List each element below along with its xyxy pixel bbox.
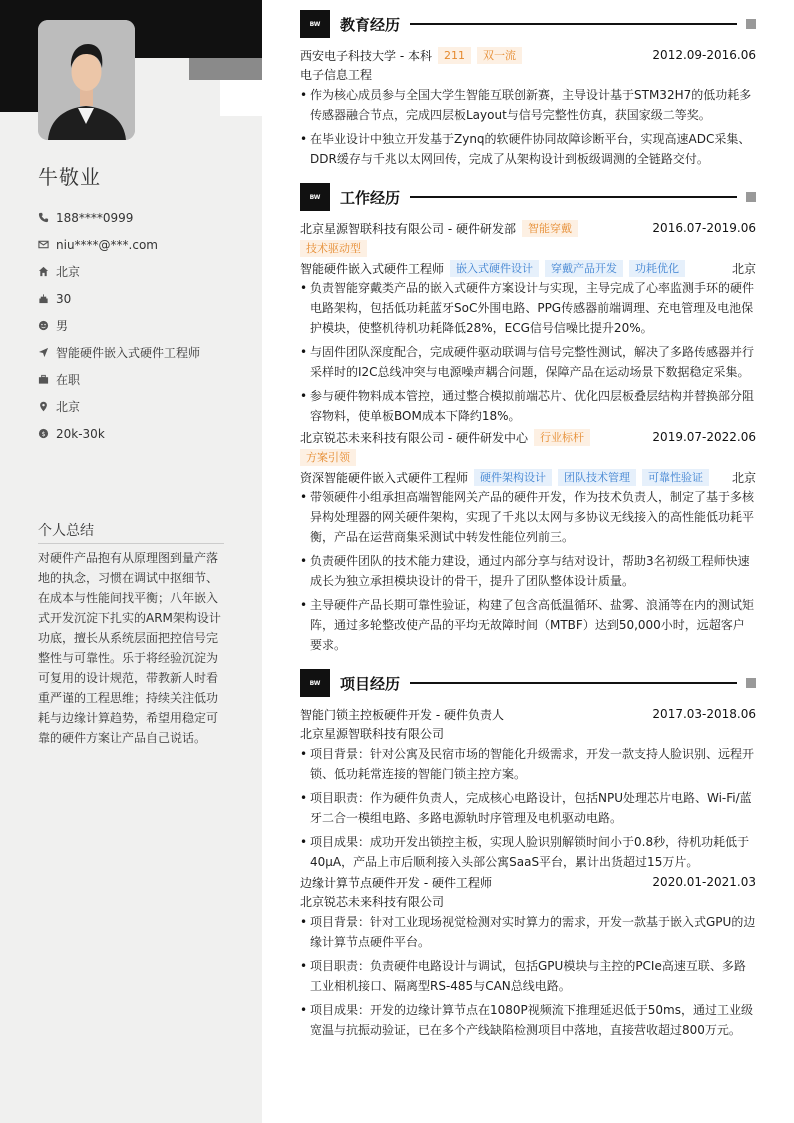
- job-position-row: [300, 467, 756, 487]
- info-age: [38, 285, 248, 312]
- work-job-2: [300, 427, 756, 659]
- phone-icon: [38, 212, 49, 223]
- info-position-text: 智能硬件嵌入式硬件工程师: [56, 346, 201, 360]
- bullet-item: • 主导硬件产品长期可靠性验证，构建了包含高低温循环、盐雾、浪涌等在内的测试矩阵，通过多轮整改使产品的平均无故障时间（MTBF）达到50,000小时，远超客户要求。: [300, 595, 756, 655]
- section-square-icon: [746, 192, 756, 202]
- info-status: [38, 366, 248, 393]
- section-badge: BW: [300, 10, 330, 38]
- bullet-item: • 作为核心成员参与全国大学生智能互联创新赛，主导设计基于STM32H7的低功耗多传感器融合节点，完成四层板Layout与信号完整性仿真，获国家级二等奖。: [300, 85, 756, 125]
- job-city: 北京: [731, 261, 756, 276]
- salary-icon: [38, 428, 49, 439]
- section-header-work: [300, 183, 756, 211]
- education-date: 2012.09-2016.06: [652, 48, 756, 62]
- info-phone: [38, 204, 248, 231]
- job-company: 北京星源智联科技有限公司 - 硬件研发部: [300, 221, 516, 236]
- info-gender: [38, 312, 248, 339]
- job-skill: 团队技术管理: [558, 469, 636, 486]
- section-divider: [410, 23, 737, 25]
- project-bullets: [300, 744, 756, 872]
- info-status-text: 在职: [56, 373, 81, 387]
- job-position: 智能硬件嵌入式硬件工程师: [300, 261, 445, 276]
- bullet-item: • 参与硬件物料成本管控，通过整合模拟前端芯片、优化四层板叠层结构并替换部分阻容物料，使单板BOM成本下降约18%。: [300, 386, 756, 426]
- bullet-item: • 负责智能穿戴类产品的嵌入式硬件方案设计与实现，主导完成了心率监测手环的硬件电路架构，包括低功耗蓝牙SoC外围电路、PPG传感器前端调理、充电管理及电池保护模块，使整机待机功耗降低28%，ECG信号信噪比提升20%。: [300, 278, 756, 338]
- job-tag-row: [300, 238, 756, 258]
- section-square-icon: [746, 19, 756, 29]
- project-header-row: [300, 704, 756, 724]
- sidebar: [0, 0, 262, 1123]
- job-skill: 可靠性验证: [642, 469, 709, 486]
- section-badge: BW: [300, 183, 330, 211]
- info-salary: [38, 420, 248, 447]
- summary-title: 个人总结: [38, 520, 224, 544]
- sidebar-decor-white: [220, 80, 262, 116]
- job-tag: 技术驱动型: [300, 240, 367, 257]
- info-gender-text: 男: [56, 319, 69, 333]
- section-badge: BW: [300, 669, 330, 697]
- bullet-item: • 项目成果：开发的边缘计算节点在1080P视频流下推理延迟低于50ms，通过工业级宽温与抗振动验证，已在多个产线缺陷检测项目中落地，直接营收超过800万元。: [300, 1000, 756, 1040]
- education-school: 西安电子科技大学 - 本科: [300, 48, 432, 63]
- sidebar-decor-gray: [189, 58, 262, 80]
- project-date: 2020.01-2021.03: [652, 875, 756, 889]
- education-header-row: [300, 45, 756, 65]
- info-location-text: 北京: [56, 400, 81, 414]
- summary-text: 对硬件产品抱有从原理图到量产落地的执念，习惯在调试中抠细节、在成本与性能间找平衡；八年嵌入式开发沉淀下扎实的ARM架构设计功底，擅长从系统层面把控信号完整性与可靠性。乐于将经验沉淀为可复用的设计规范，带教新人时看重严谨的工程思维；持续关注低功耗与边缘计算趋势，希望用稳定可靠的硬件方案让产品自己说话。: [38, 551, 221, 745]
- project-name: 边缘计算节点硬件开发 - 硬件工程师: [300, 875, 492, 890]
- project-header-row: [300, 872, 756, 892]
- project-date: 2017.03-2018.06: [652, 707, 756, 721]
- location-icon: [38, 401, 49, 412]
- section-square-icon: [746, 678, 756, 688]
- gender-icon: [38, 320, 49, 331]
- job-bullets: [300, 487, 756, 655]
- section-header-education: [300, 10, 756, 38]
- section-divider: [410, 682, 737, 684]
- job-city: 北京: [731, 470, 756, 485]
- education-bullets: [300, 85, 756, 169]
- job-skill: 穿戴产品开发: [545, 260, 623, 277]
- info-home: [38, 258, 248, 285]
- info-phone-text: 188****0999: [56, 210, 134, 225]
- contact-info-list: [38, 204, 248, 447]
- section-divider: [410, 196, 737, 198]
- briefcase-icon: [38, 374, 49, 385]
- bullet-item: • 带领硬件小组承担高端智能网关产品的硬件开发，作为技术负责人，制定了基于多核异构处理器的网关硬件架构，实现了千兆以太网与多协议无线接入的高性能低功耗平衡，产品在运营商集采测试中转发性能位列前三。: [300, 487, 756, 547]
- avatar-portrait-icon: [38, 20, 135, 140]
- job-tag: 智能穿戴: [522, 220, 578, 237]
- profile-photo: [38, 20, 135, 140]
- education-major: 电子信息工程: [300, 68, 373, 82]
- info-location: [38, 393, 248, 420]
- job-skill: 功耗优化: [629, 260, 685, 277]
- section-title-education: 教育经历: [340, 15, 401, 34]
- section-title-work: 工作经历: [340, 188, 401, 207]
- project-name: 智能门锁主控板硬件开发 - 硬件负责人: [300, 707, 504, 722]
- job-header-row: [300, 427, 756, 447]
- bullet-item: • 在毕业设计中独立开发基于Zynq的软硬件协同故障诊断平台，实现高速ADC采集、DDR缓存与千兆以太网回传，完成了从架构设计到板级调测的全链路交付。: [300, 129, 756, 169]
- sidebar-decor-black-2: [0, 58, 38, 112]
- project-2: [300, 872, 756, 1044]
- info-email: [38, 231, 248, 258]
- section-header-projects: [300, 669, 756, 697]
- send-icon: [38, 347, 49, 358]
- profile-name: 牛敬业: [38, 165, 101, 189]
- info-age-text: 30: [56, 291, 72, 306]
- job-bullets: [300, 278, 756, 426]
- job-position: 资深智能硬件嵌入式硬件工程师: [300, 470, 469, 485]
- work-job-1: [300, 218, 756, 430]
- bullet-item: • 项目职责：作为硬件负责人，完成核心电路设计，包括NPU处理芯片电路、Wi-Fi/蓝牙二合一模组电路、多路电源轨时序管理及电机驱动电路。: [300, 788, 756, 828]
- bullet-item: • 项目背景：针对工业现场视觉检测对实时算力的需求，开发一款基于嵌入式GPU的边缘计算节点硬件平台。: [300, 912, 756, 952]
- project-company: 北京锐芯未来科技有限公司: [300, 895, 445, 909]
- education-block: [300, 45, 756, 173]
- job-header-row: [300, 218, 756, 238]
- home-icon: [38, 266, 49, 277]
- project-bullets: [300, 912, 756, 1040]
- education-tag: 双一流: [477, 47, 522, 64]
- job-date: 2016.07-2019.06: [652, 221, 756, 235]
- info-salary-text: 20k-30k: [56, 426, 105, 441]
- education-tag: 211: [438, 47, 471, 64]
- bullet-item: • 与固件团队深度配合，完成硬件驱动联调与信号完整性测试，解决了多路传感器并行采样时的I2C总线冲突与电源噪声耦合问题，保障产品在运动场景下数据稳定采集。: [300, 342, 756, 382]
- svg-text:$: $: [41, 429, 46, 438]
- section-title-projects: 项目经历: [340, 674, 401, 693]
- job-position-row: [300, 258, 756, 278]
- cake-icon: [38, 293, 49, 304]
- bullet-item: • 项目职责：负责硬件电路设计与调试，包括GPU模块与主控的PCIe高速互联、多路工业相机接口、隔离型RS-485与CAN总线电路。: [300, 956, 756, 996]
- info-position: [38, 339, 248, 366]
- job-tag-row: [300, 447, 756, 467]
- job-skill: 嵌入式硬件设计: [450, 260, 539, 277]
- job-date: 2019.07-2022.06: [652, 430, 756, 444]
- info-home-text: 北京: [56, 265, 81, 279]
- project-company: 北京星源智联科技有限公司: [300, 727, 445, 741]
- job-company: 北京锐芯未来科技有限公司 - 硬件研发中心: [300, 430, 528, 445]
- job-tag: 方案引领: [300, 449, 356, 466]
- job-tag: 行业标杆: [534, 429, 590, 446]
- bullet-item: • 负责硬件团队的技术能力建设，通过内部分享与结对设计，帮助3名初级工程师快速成长为独立承担模块设计的骨干，提升了团队整体设计质量。: [300, 551, 756, 591]
- mail-icon: [38, 239, 49, 250]
- bullet-item: • 项目成果：成功开发出锁控主板，实现人脸识别解锁时间小于0.8秒，待机功耗低于40μA，产品上市后顺利接入头部公寓SaaS平台，累计出货超过15万片。: [300, 832, 756, 872]
- job-skill: 硬件架构设计: [474, 469, 552, 486]
- bullet-item: • 项目背景：针对公寓及民宿市场的智能化升级需求，开发一款支持人脸识别、远程开锁、低功耗常连接的智能门锁主控方案。: [300, 744, 756, 784]
- info-email-text: niu****@***.com: [56, 237, 158, 252]
- project-1: [300, 704, 756, 876]
